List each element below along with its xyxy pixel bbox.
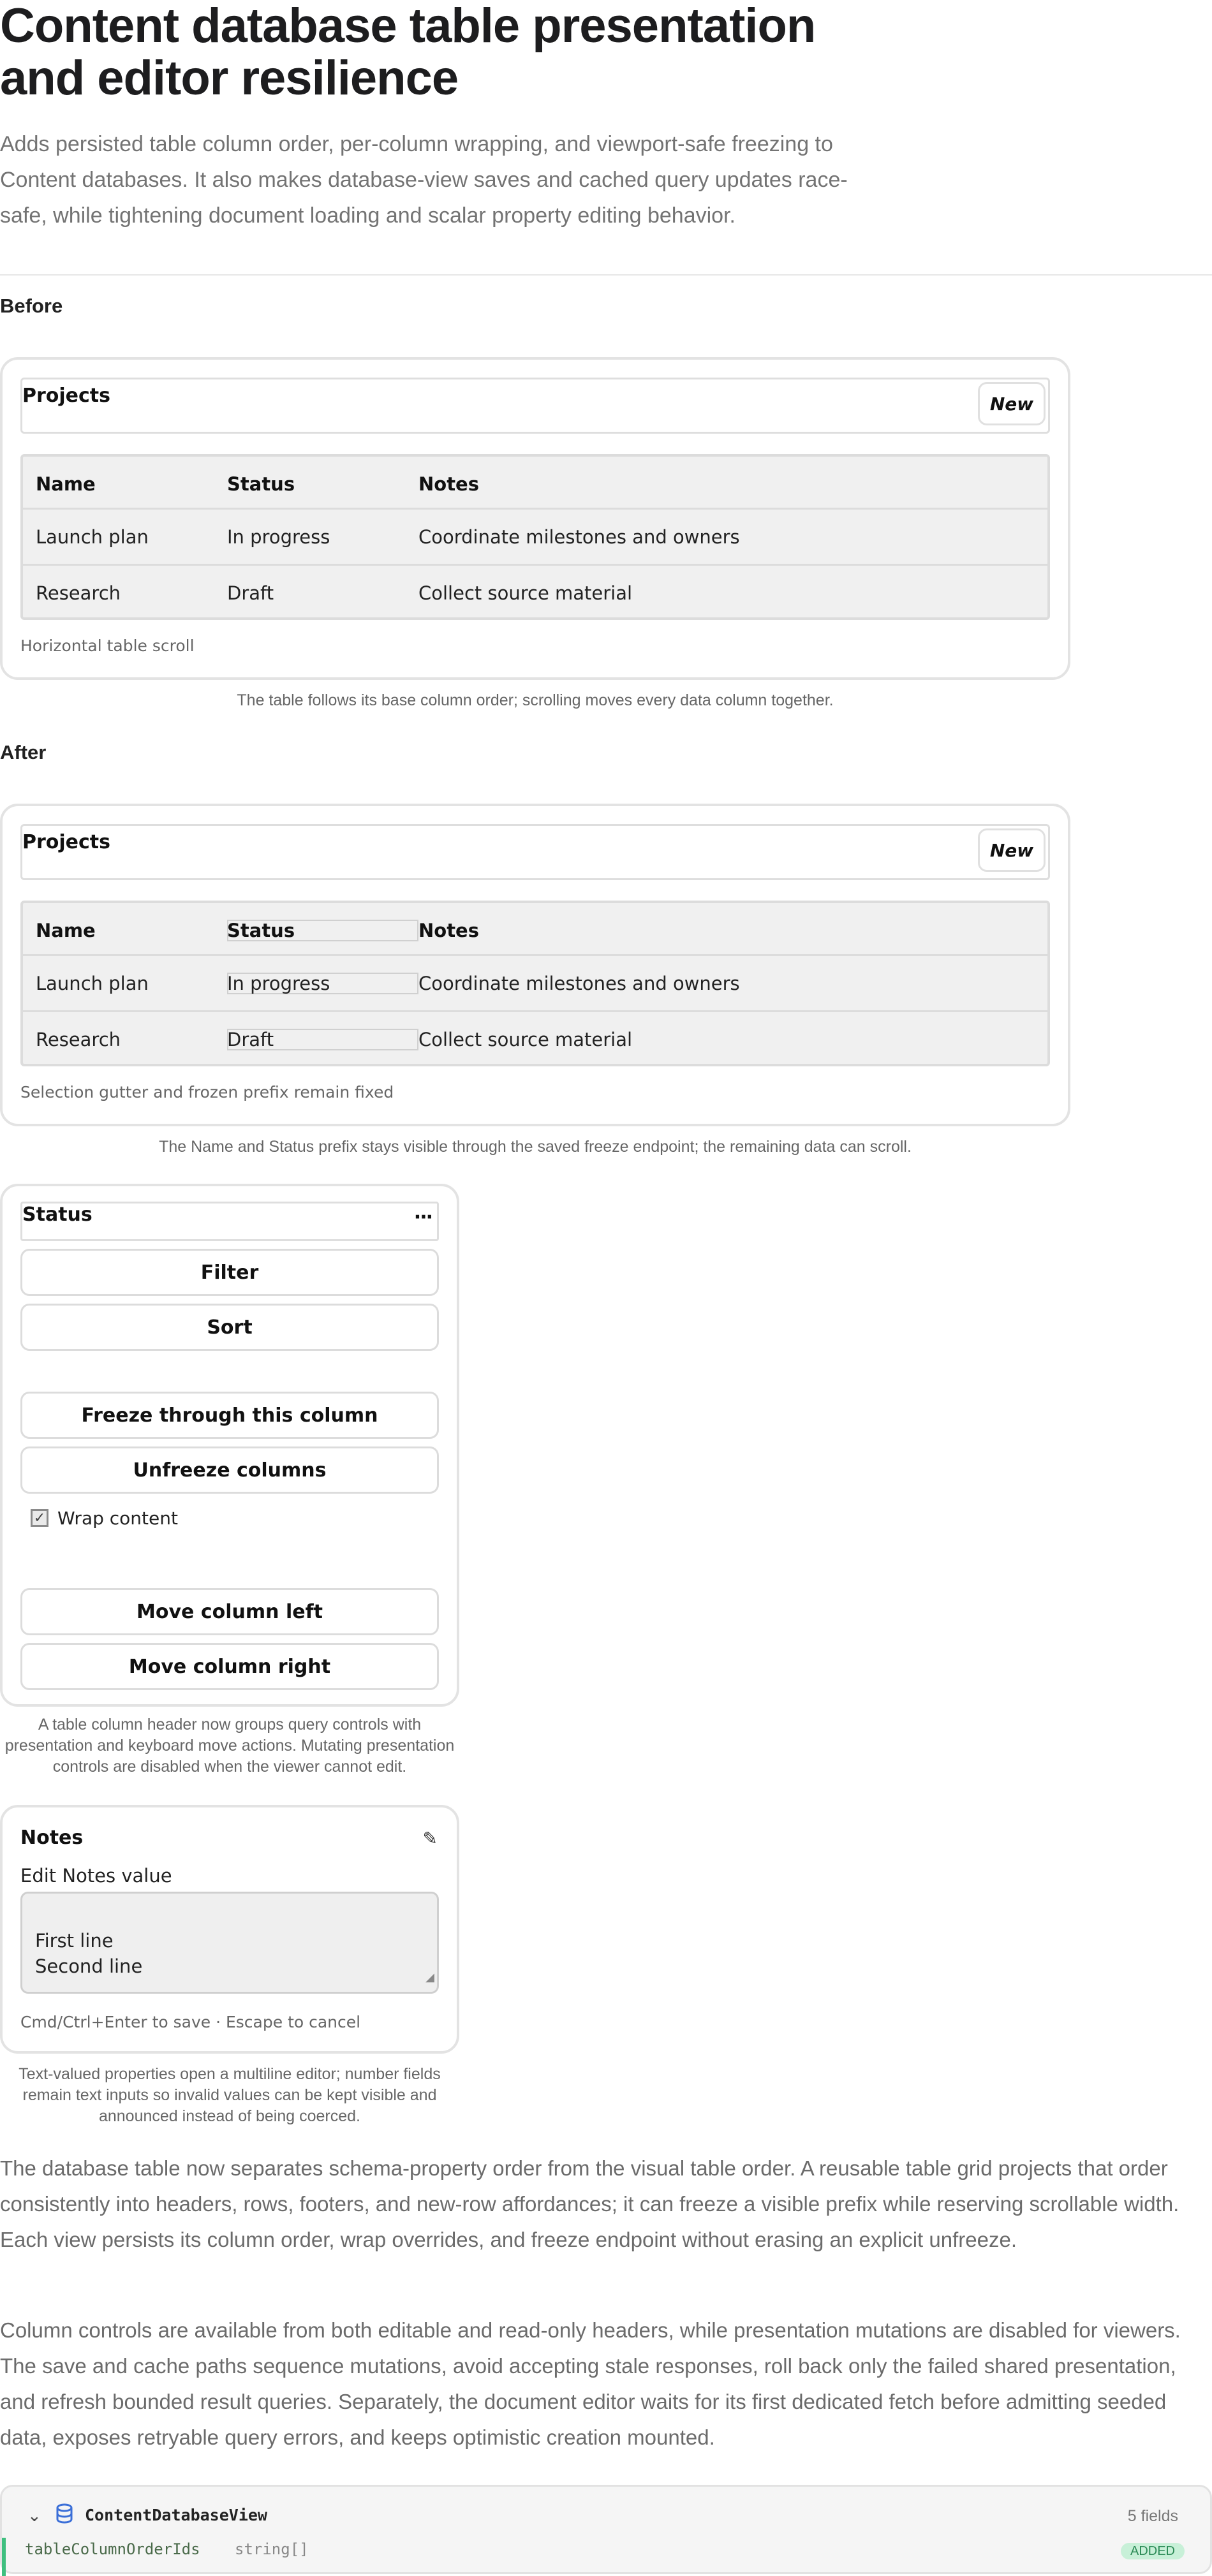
resize-handle-icon[interactable]: ◢ xyxy=(425,1971,434,1984)
move-right-button[interactable]: Move column right xyxy=(20,1643,439,1690)
schema-card xyxy=(0,2485,1212,2574)
before-table xyxy=(20,454,1050,620)
unfreeze-button[interactable]: Unfreeze columns xyxy=(20,1446,439,1494)
new-button[interactable]: New xyxy=(978,828,1046,872)
editor-shortcut-hint: Cmd/Ctrl+Enter to save · Escape to cancel xyxy=(20,2013,361,2031)
move-left-button[interactable]: Move column left xyxy=(20,1588,439,1635)
cell-name: Research xyxy=(36,582,121,604)
column-menu-title: Status xyxy=(22,1203,92,1226)
table-header-row xyxy=(23,903,1047,958)
before-caption: The table follows its base column order; scrolling moves every data column together. xyxy=(237,691,834,709)
schema-field-row xyxy=(25,2540,309,2558)
sort-button[interactable]: Sort xyxy=(20,1304,439,1351)
body-paragraph-2: Column controls are available from both editable and read-only headers, while presentation mutations are disabled for viewers. The save and cache paths sequence mutations, avoid accepting stale responses, roll back only the failed shared presentation, and refresh bounded result queries. Separately, the document editor waits for its first dedicated fetch before admitting seeded data, exposes retryable query errors, and keeps optimistic creation mounted. xyxy=(0,2318,1181,2449)
chevron-down-icon[interactable]: ⌄ xyxy=(27,2506,41,2525)
filter-button[interactable]: Filter xyxy=(20,1249,439,1296)
page-title: Content database table presentation and editor resilience xyxy=(0,0,816,105)
cell-notes: Coordinate milestones and owners xyxy=(418,973,740,994)
cell-status: Draft xyxy=(227,582,274,604)
field-type: string[] xyxy=(235,2540,309,2558)
column-header-menu xyxy=(0,1184,459,1707)
freeze-button[interactable]: Freeze through this column xyxy=(20,1392,439,1439)
wrap-content-toggle[interactable] xyxy=(31,1505,178,1531)
column-header-name[interactable]: Name xyxy=(36,473,96,495)
table-row[interactable] xyxy=(23,954,1047,1009)
body-paragraph-1: The database table now separates schema-property order from the visual table order. A reusable table grid projects that order consistently into headers, rows, footers, and new-row affordances; it can freeze a visible prefix while reserving scrollable width. Each view persists its column order, wrap overrides, and freeze endpoint without erasing an explicit unfreeze. xyxy=(0,2156,1179,2251)
before-mockup xyxy=(0,357,1070,680)
before-note: Horizontal table scroll xyxy=(20,637,195,655)
after-note: Selection gutter and frozen prefix remain fixed xyxy=(20,1083,394,1101)
projects-bar xyxy=(20,378,1050,434)
after-heading: After xyxy=(0,741,47,763)
edit-notes-label: Edit Notes value xyxy=(20,1865,172,1887)
projects-bar xyxy=(20,824,1050,880)
notes-editor-card xyxy=(0,1805,459,2054)
cell-notes: Coordinate milestones and owners xyxy=(418,526,740,548)
page-subtitle: Adds persisted table column order, per-column wrapping, and viewport-safe freezing to Content databases. It also makes database-view saves and cached query updates race-safe, while tightening document loading and scalar property editing behavior. xyxy=(0,132,848,228)
column-header-status[interactable]: Status xyxy=(227,920,295,941)
added-accent-bar xyxy=(2,2538,6,2576)
more-icon[interactable]: ··· xyxy=(413,1206,432,1228)
database-icon xyxy=(55,2503,73,2524)
table-row[interactable] xyxy=(23,1010,1047,1065)
before-heading: Before xyxy=(0,295,63,317)
new-button[interactable]: New xyxy=(978,382,1046,425)
cell-name: Research xyxy=(36,1029,121,1050)
column-menu-caption: A table column header now groups query controls with presentation and keyboard move actions. Mutating presentation controls are disabled when the viewer cannot edit. xyxy=(4,1716,455,1776)
cell-status: Draft xyxy=(227,1029,274,1050)
after-mockup xyxy=(0,804,1070,1126)
table-row[interactable] xyxy=(23,508,1047,563)
after-table xyxy=(20,901,1050,1066)
column-header-status[interactable]: Status xyxy=(227,473,295,495)
table-header-row xyxy=(23,457,1047,512)
cell-name: Launch plan xyxy=(36,973,149,994)
header-divider xyxy=(0,274,1212,276)
notes-title: Notes xyxy=(20,1827,84,1849)
checkbox-checked-icon[interactable]: ✓ xyxy=(31,1509,48,1527)
notes-editor-caption: Text-valued properties open a multiline editor; number fields remain text inputs so invalid values can be kept visible and announced instead of being coerced. xyxy=(18,2065,441,2125)
column-menu-header xyxy=(20,1202,439,1241)
wrap-content-label: Wrap content xyxy=(57,1507,178,1529)
projects-title: Projects xyxy=(22,385,111,407)
cell-notes: Collect source material xyxy=(418,582,633,604)
notes-textarea[interactable] xyxy=(20,1892,439,1994)
cell-status: In progress xyxy=(227,973,330,994)
added-badge: ADDED xyxy=(1121,2543,1185,2559)
cell-notes: Collect source material xyxy=(418,1029,633,1050)
column-header-notes[interactable]: Notes xyxy=(418,473,479,495)
field-name: tableColumnOrderIds xyxy=(25,2540,200,2558)
schema-name: ContentDatabaseView xyxy=(85,2506,267,2524)
schema-field-count: 5 fields xyxy=(1127,2507,1178,2525)
projects-title: Projects xyxy=(22,831,111,853)
column-header-notes[interactable]: Notes xyxy=(418,920,479,941)
column-header-name[interactable]: Name xyxy=(36,920,96,941)
pencil-icon[interactable]: ✎ xyxy=(422,1828,438,1849)
cell-status: In progress xyxy=(227,526,330,548)
cell-name: Launch plan xyxy=(36,526,149,548)
after-caption: The Name and Status prefix stays visible through the saved freeze endpoint; the remaining data can scroll. xyxy=(159,1138,912,1156)
table-row[interactable] xyxy=(23,564,1047,619)
notes-textarea-value: First line Second line xyxy=(35,1930,143,1977)
